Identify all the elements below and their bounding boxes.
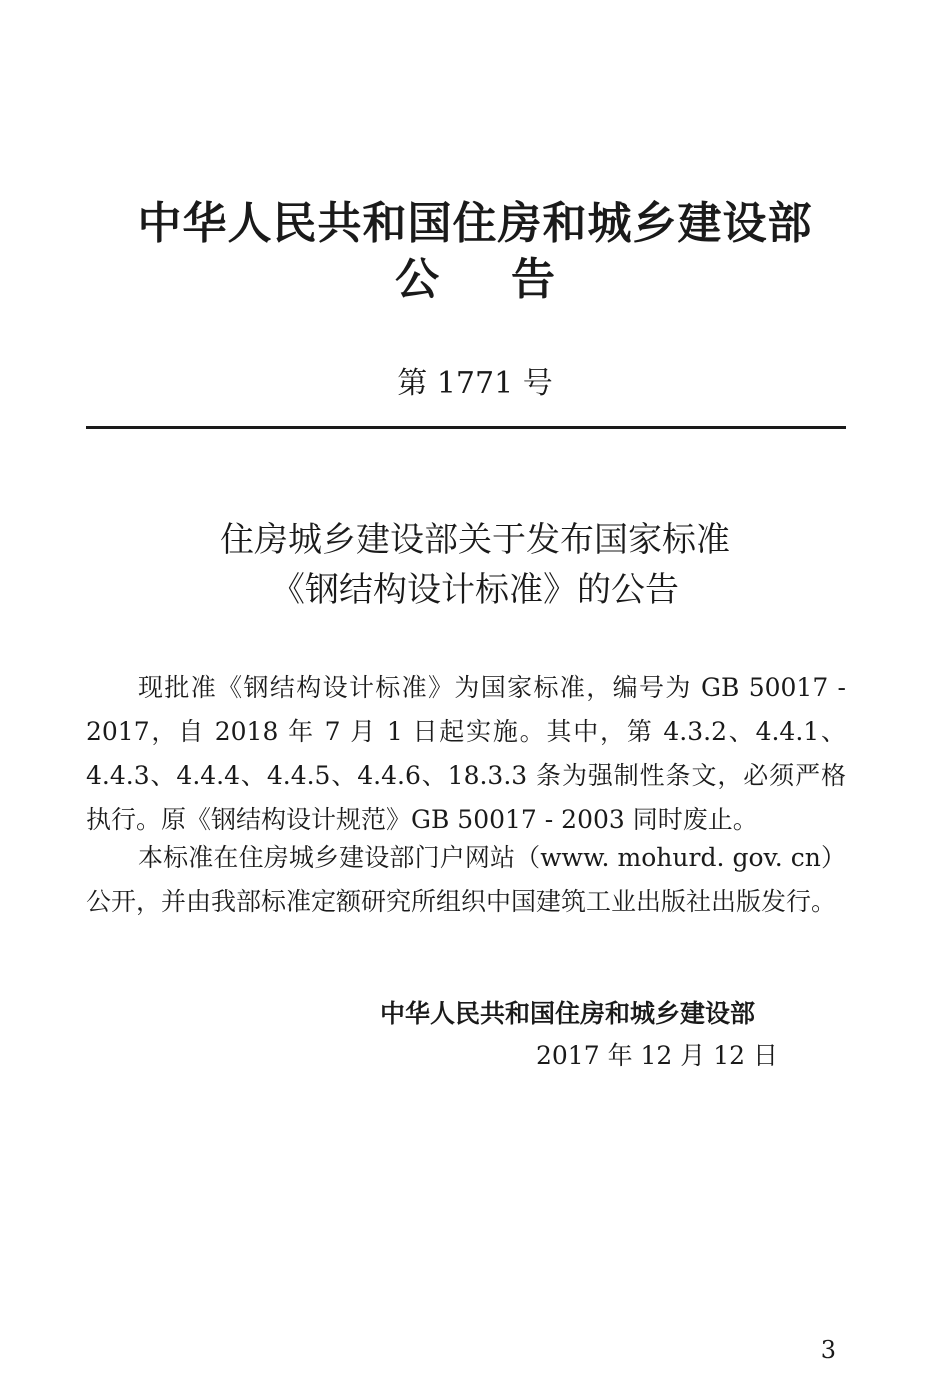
ministry-title: 中华人民共和国住房和城乡建设部 — [137, 198, 813, 249]
notice-char-1: 公 — [395, 254, 439, 305]
announcement-title-line-1: 住房城乡建设部关于发布国家标准 — [220, 520, 730, 560]
header-divider — [86, 426, 846, 429]
issue-date: 2017 年 12 月 12 日 — [536, 1041, 778, 1070]
page-number: 3 — [820, 1336, 836, 1364]
body-paragraph-2: 本标准在住房城乡建设部门户网站（www. mohurd. gov. cn）公开，并由我部标准定额研究所组织中国建筑工业出版社出版发行。 — [86, 843, 846, 916]
notice-number: 第 1771 号 — [397, 366, 553, 401]
notice-char-2: 告 — [511, 254, 555, 305]
body-paragraph-1: 现批准《钢结构设计标准》为国家标准，编号为 GB 50017 - 2017，自 2018 年 7 月 1 日起实施。其中，第 4.3.2、4.4.1、4.4.3、4.4.4、4.4.5、4.4.6、18.3.3 条为强制性条文，必须严格执行。原《钢结构设计规范》GB 50017 - 2003 同时废止。 — [86, 673, 846, 834]
notice-heading — [0, 252, 950, 308]
signatory: 中华人民共和国住房和城乡建设部 — [380, 999, 756, 1028]
announcement-title-line-2: 《钢结构设计标准》的公告 — [271, 570, 679, 610]
